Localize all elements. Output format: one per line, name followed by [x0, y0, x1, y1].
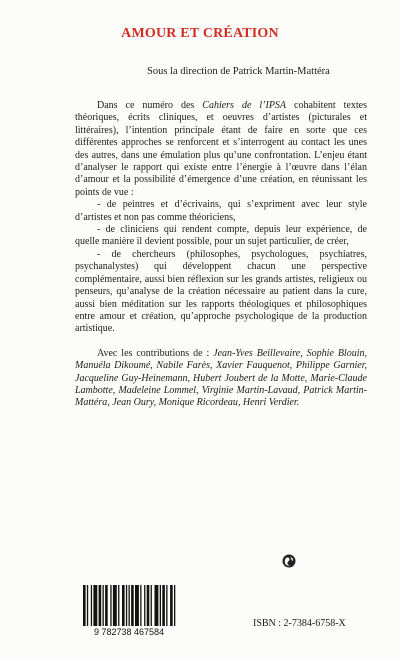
intro-post: cohabitent textes théoriques, écrits cliniques, et oeuvres d’artistes (picturales et littéraires), l’intention principale étant de faire en sorte que ces différentes approches se renforcent et s’interrogent au contact les unes des autres, dans une émulation plus qu’une confrontation. L’enjeu étant d’analyser le rapport qui existe entre l’énergie à l’œuvre dans l’élan d’amour et la possibilité d’émergence d’une création, en réunissant les points de vue :	[75, 100, 367, 198]
barcode-bar	[110, 585, 111, 626]
point-clinicians: - de cliniciens qui rendent compte, depuis leur expérience, de quelle manière il devient possible, pour un sujet particulier, de créer,	[75, 224, 367, 248]
barcode-bar	[135, 585, 139, 626]
barcode-bar	[162, 585, 165, 626]
barcode-bar	[155, 585, 159, 626]
editor-credit: Sous la direction de Patrick Martin-Mattéra	[147, 66, 330, 77]
barcode-bar	[151, 585, 152, 626]
isbn: ISBN : 2-7384-6758-X	[253, 618, 346, 629]
barcode-bar	[170, 585, 173, 626]
point-painters: - de peintres et d’écrivains, qui s’expriment avec leur style d’artistes et non pas comme théoriciens,	[75, 199, 367, 223]
barcode-number: 9 782738 467584	[93, 627, 165, 637]
ean-barcode	[73, 583, 185, 637]
barcode-bar	[144, 585, 145, 626]
book-title: AMOUR ET CRÉATION	[121, 26, 279, 41]
intro-paragraph	[75, 100, 367, 199]
barcode-bar	[126, 585, 127, 626]
journal-title: Cahiers de l’IPSA	[202, 100, 287, 111]
barcode-bar	[166, 585, 167, 626]
barcode-bar	[83, 585, 86, 626]
barcode-bar	[140, 585, 141, 626]
barcode-bar	[113, 585, 117, 626]
barcode-bar	[147, 585, 150, 626]
point-researchers: - de chercheurs (philosophes, psychologues, psychiatres, psychanalystes) qui développent chacun une perspective complémentaire, aussi bien réflexion sur les grands artistes, religieux ou penseurs, qu’analyse de la création nécessaire au patient dans la cure, aussi bien méditation sur les rapports théologiques et philosophiques entre amour et création, qu’approche psychologique de la production artistique.	[75, 248, 367, 335]
barcode-bar	[103, 585, 104, 626]
barcode-bar	[131, 585, 134, 626]
barcode-bar	[129, 585, 130, 626]
intro-pre: Dans ce numéro des	[97, 100, 203, 111]
blurb	[75, 100, 367, 410]
contributions-paragraph	[75, 348, 367, 410]
barcode-bar	[87, 585, 88, 626]
barcode-bar	[99, 585, 102, 626]
barcode-bar	[174, 585, 175, 626]
barcode-bar	[91, 585, 92, 626]
barcode-bar	[122, 585, 125, 626]
contributors-list: Jean-Yves Beillevaire, Sophie Blouin, Manuéla Dikoumé, Nabile Farès, Xavier Fauquenot, Philippe Garnier, Jacqueline Guy-Heinemann, Hubert Joubert de la Motte, Marie-Claude Lambotte, Madeleine Lommel, Virginie Martin-Lavaud, Patrick Martin-Mattéra, Jean Oury, Monique Ricordeau, Henri Verdier.	[75, 347, 367, 409]
barcode-bar	[118, 585, 119, 626]
barcode-bar	[93, 585, 97, 626]
barcode-bar	[105, 585, 108, 626]
barcode-bar	[160, 585, 161, 626]
contributions-lead: Avec les contributions de :	[97, 347, 214, 359]
publisher-globe-logo	[282, 554, 296, 568]
